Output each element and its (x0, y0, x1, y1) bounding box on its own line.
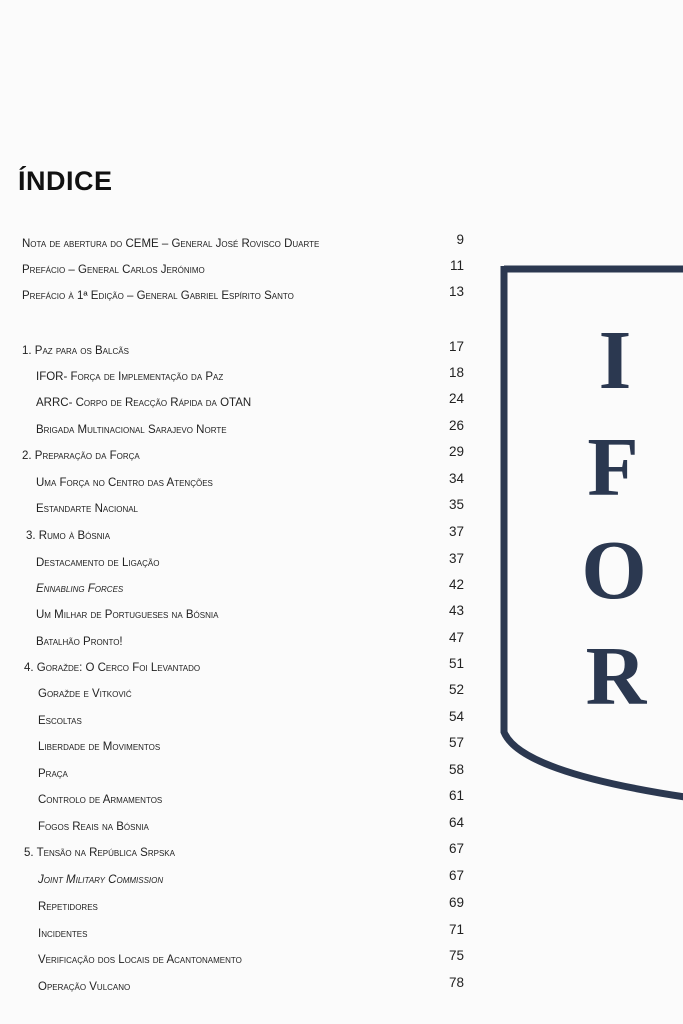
toc-entry (0, 948, 470, 972)
emblem-letter-f: F (587, 421, 639, 514)
emblem-letter-i: I (598, 314, 632, 407)
toc-page-number: 47 (448, 630, 464, 645)
toc-entry (0, 868, 470, 892)
toc-entry-title: Ennabling Forces (36, 583, 124, 595)
toc-entry (0, 471, 470, 495)
toc-page-number: 18 (448, 365, 464, 380)
toc-entry-title: 3. Rumo à Bósnia (26, 530, 111, 542)
toc-page-number: 51 (448, 656, 464, 671)
toc-entry-title: Prefácio à 1ª Edição – General Gabriel Espírito Santo (22, 290, 294, 302)
toc-entry (0, 788, 470, 812)
toc-entry-title: 5. Tensão na República Srpska (24, 847, 175, 859)
toc-entry-title: Operação Vulcano (38, 981, 131, 993)
toc-entry (0, 841, 470, 865)
toc-entry (0, 815, 470, 839)
toc-entry (0, 682, 470, 706)
toc-page-number: 35 (448, 497, 464, 512)
toc-page-number: 58 (448, 762, 464, 777)
toc-entry (0, 709, 470, 733)
toc-entry (0, 577, 470, 601)
toc-page-number: 52 (448, 682, 464, 697)
toc-entry-title: Um Milhar de Portugueses na Bósnia (36, 609, 219, 621)
emblem-letter-o: O (581, 524, 647, 617)
toc-entry (0, 895, 470, 919)
ifor-emblem (500, 262, 683, 802)
toc-entry (0, 258, 470, 282)
toc-page-number: 26 (448, 418, 464, 433)
toc-entry-title: Fogos Reais na Bósnia (38, 821, 149, 833)
emblem-letter-r: R (585, 630, 647, 723)
toc-entry-title: Joint Military Commission (38, 874, 164, 886)
toc-page-number: 61 (448, 788, 464, 803)
toc-page-number: 64 (448, 815, 464, 830)
toc-entry (0, 656, 470, 680)
toc-entry (0, 922, 470, 946)
toc-entry (0, 232, 470, 256)
toc-entry-title: Repetidores (38, 901, 98, 913)
toc-entry (0, 418, 470, 442)
toc-entry (0, 391, 470, 415)
toc-page-number: 42 (448, 577, 464, 592)
toc-entry (0, 365, 470, 389)
toc-page-number: 34 (448, 471, 464, 486)
toc-entry (0, 524, 470, 548)
toc-entry (0, 762, 470, 786)
toc-page-number: 69 (448, 895, 464, 910)
toc-entry-title: Escoltas (38, 715, 82, 727)
toc-page-number: 13 (448, 284, 464, 299)
toc-entry-title: Estandarte Nacional (36, 503, 139, 515)
toc-entry-title: Prefácio – General Carlos Jerónimo (22, 264, 205, 276)
toc-entry-title: Batalhão Pronto! (36, 636, 123, 648)
toc-page-number: 37 (448, 551, 464, 566)
toc-entry-title: Uma Força no Centro das Atenções (36, 477, 213, 489)
toc-page-number: 67 (448, 868, 464, 883)
toc-entry-title: Brigada Multinacional Sarajevo Norte (36, 424, 227, 436)
toc-entry-title: Nota de abertura do CEME – General José Rovisco Duarte (22, 238, 320, 250)
page-title: ÍNDICE (18, 166, 113, 196)
toc-page-number: 37 (448, 524, 464, 539)
toc-entry (0, 444, 470, 468)
toc-entry-title: ARRC- Corpo de Reacção Rápida da OTAN (36, 397, 252, 409)
toc-entry (0, 975, 470, 999)
toc-entry-title: 4. Goražde: O Cerco Foi Levantado (24, 662, 201, 674)
toc-page-number: 11 (449, 258, 464, 273)
toc-page-number: 57 (448, 735, 464, 750)
toc-entry (0, 284, 470, 308)
toc-entry-title: 2. Preparação da Força (22, 450, 140, 462)
toc-page-number: 54 (448, 709, 464, 724)
toc-entry (0, 630, 470, 654)
toc-entry-title: Verificação dos Locais de Acantonamento (38, 954, 242, 966)
toc-page-number: 75 (448, 948, 464, 963)
toc-page-number: 71 (448, 922, 464, 937)
toc-entry-title: 1. Paz para os Balcãs (22, 345, 129, 357)
toc-page-number: 43 (448, 603, 464, 618)
toc-entry (0, 603, 470, 627)
toc-entry-title: Goražde e Vitković (38, 688, 132, 700)
toc-entry-title: Incidentes (38, 928, 88, 940)
toc-page-number: 24 (448, 391, 464, 406)
toc-page-number: 67 (448, 841, 464, 856)
toc-entry-title: IFOR- Força de Implementação da Paz (36, 371, 224, 383)
toc-page-number: 9 (456, 232, 464, 247)
toc-entry-title: Praça (38, 768, 68, 780)
toc-entry-title: Liberdade de Movimentos (38, 741, 161, 753)
toc-entry (0, 735, 470, 759)
toc-entry-title: Controlo de Armamentos (38, 794, 163, 806)
toc-entry-title: Destacamento de Ligação (36, 557, 160, 569)
toc-entry (0, 497, 470, 521)
toc-entry (0, 339, 470, 363)
toc-page-number: 17 (448, 339, 464, 354)
toc-entry (0, 551, 470, 575)
toc-page-number: 29 (448, 444, 464, 459)
toc-page-number: 78 (448, 975, 464, 990)
